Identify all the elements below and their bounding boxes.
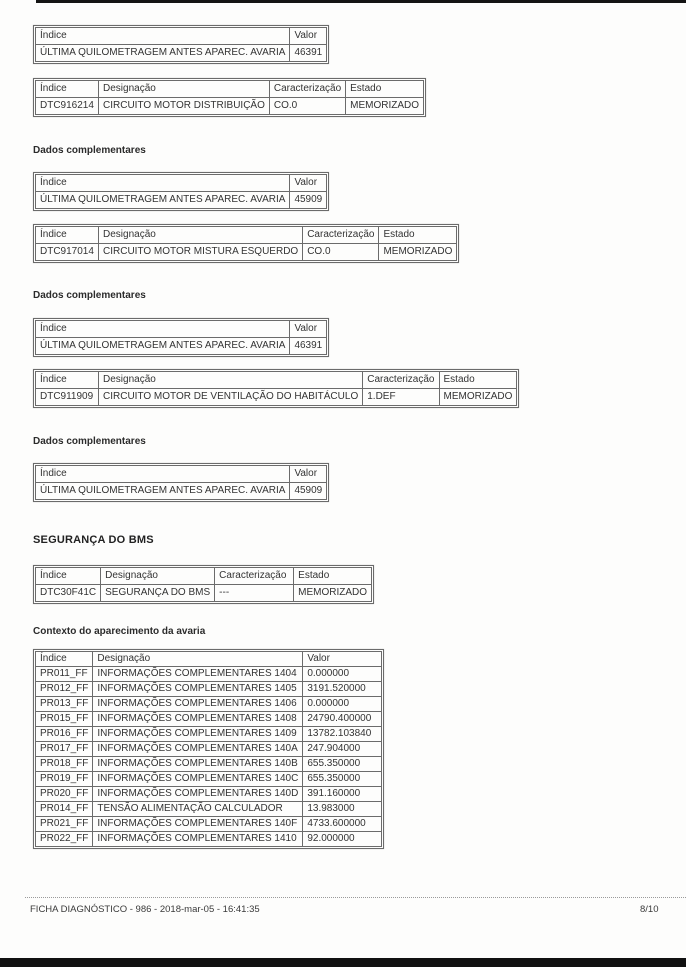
column-header: Caracterização xyxy=(269,81,345,98)
table-cell: PR015_FF xyxy=(36,712,93,727)
table-row xyxy=(36,742,382,757)
column-header: Valor xyxy=(290,466,327,483)
table-row xyxy=(36,192,327,209)
table-row xyxy=(36,244,457,261)
table-cell: ÚLTIMA QUILOMETRAGEM ANTES APAREC. AVARIA xyxy=(36,338,290,355)
table-cell: 92.000000 xyxy=(303,832,382,847)
table-cell: INFORMAÇÕES COMPLEMENTARES 140D xyxy=(93,787,303,802)
table-cell: ÚLTIMA QUILOMETRAGEM ANTES APAREC. AVARIA xyxy=(36,45,290,62)
table-header-row xyxy=(36,28,327,45)
column-header: Valor xyxy=(303,652,382,667)
table-ultima-quilometragem-2 xyxy=(33,172,329,211)
column-header: Caracterização xyxy=(215,568,294,585)
table-cell: 247.904000 xyxy=(303,742,382,757)
table-cell: 655.350000 xyxy=(303,757,382,772)
table-cell: ÚLTIMA QUILOMETRAGEM ANTES APAREC. AVARIA xyxy=(36,192,290,209)
table-row xyxy=(36,712,382,727)
table-cell: PR014_FF xyxy=(36,802,93,817)
table-header-row xyxy=(36,652,382,667)
scan-edge-top-bar xyxy=(36,0,686,3)
column-header: Índice xyxy=(36,321,290,338)
table-cell: MEMORIZADO xyxy=(346,98,424,115)
table-row xyxy=(36,757,382,772)
table-cell: PR013_FF xyxy=(36,697,93,712)
table-cell: SEGURANÇA DO BMS xyxy=(101,585,215,602)
table-cell: PR022_FF xyxy=(36,832,93,847)
table-cell: 46391 xyxy=(290,338,327,355)
table-ultima-quilometragem-1 xyxy=(33,25,329,64)
scan-edge-bottom-bar xyxy=(0,958,686,967)
table-cell: PR020_FF xyxy=(36,787,93,802)
table-cell: DTC30F41C xyxy=(36,585,101,602)
table-cell: INFORMAÇÕES COMPLEMENTARES 1404 xyxy=(93,667,303,682)
section-label-contexto-avaria: Contexto do aparecimento da avaria xyxy=(33,626,206,637)
table-cell: INFORMAÇÕES COMPLEMENTARES 140B xyxy=(93,757,303,772)
table-cell: DTC917014 xyxy=(36,244,99,261)
column-header: Estado xyxy=(379,227,457,244)
table-cell: PR012_FF xyxy=(36,682,93,697)
table-cell: DTC916214 xyxy=(36,98,99,115)
table-row xyxy=(36,483,327,500)
table-dtc-917014 xyxy=(33,224,459,263)
table-row xyxy=(36,727,382,742)
column-header: Designação xyxy=(99,372,363,389)
table-row xyxy=(36,832,382,847)
column-header: Designação xyxy=(99,81,270,98)
table-header-row xyxy=(36,568,372,585)
section-heading-seguranca-bms: SEGURANÇA DO BMS xyxy=(33,534,154,546)
table-header-row xyxy=(36,175,327,192)
column-header: Estado xyxy=(346,81,424,98)
table-row xyxy=(36,338,327,355)
table-row xyxy=(36,98,424,115)
table-cell: CIRCUITO MOTOR DISTRIBUIÇÃO xyxy=(99,98,270,115)
column-header: Designação xyxy=(101,568,215,585)
column-header: Estado xyxy=(294,568,372,585)
footer-document-title: FICHA DIAGNÓSTICO - 986 - 2018-mar-05 - 16:41:35 xyxy=(30,904,260,915)
table-cell: DTC911909 xyxy=(36,389,99,406)
table-cell: 45909 xyxy=(290,483,327,500)
table-ultima-quilometragem-4 xyxy=(33,463,329,502)
table-cell: INFORMAÇÕES COMPLEMENTARES 140F xyxy=(93,817,303,832)
column-header: Estado xyxy=(439,372,517,389)
column-header: Índice xyxy=(36,568,101,585)
table-cell: TENSÃO ALIMENTAÇÃO CALCULADOR xyxy=(93,802,303,817)
table-cell: INFORMAÇÕES COMPLEMENTARES 1408 xyxy=(93,712,303,727)
table-cell: 3191.520000 xyxy=(303,682,382,697)
table-cell: PR021_FF xyxy=(36,817,93,832)
table-cell: MEMORIZADO xyxy=(294,585,372,602)
table-cell: 0.000000 xyxy=(303,697,382,712)
column-header: Caracterização xyxy=(363,372,439,389)
table-dtc-916214 xyxy=(33,78,426,117)
table-header-row xyxy=(36,227,457,244)
column-header: Índice xyxy=(36,227,99,244)
column-header: Índice xyxy=(36,652,93,667)
column-header: Índice xyxy=(36,81,99,98)
table-cell: PR016_FF xyxy=(36,727,93,742)
table-cell: MEMORIZADO xyxy=(379,244,457,261)
table-row xyxy=(36,817,382,832)
column-header: Índice xyxy=(36,28,290,45)
table-dtc-30f41c xyxy=(33,565,374,604)
column-header: Designação xyxy=(99,227,303,244)
table-cell: 24790.400000 xyxy=(303,712,382,727)
table-row xyxy=(36,802,382,817)
table-ultima-quilometragem-3 xyxy=(33,318,329,357)
table-cell: 4733.600000 xyxy=(303,817,382,832)
table-header-row xyxy=(36,81,424,98)
table-contexto-aparecimento-avaria xyxy=(33,649,384,849)
table-header-row xyxy=(36,321,327,338)
column-header: Valor xyxy=(290,28,327,45)
column-header: Valor xyxy=(290,321,327,338)
table-cell: --- xyxy=(215,585,294,602)
table-cell: PR017_FF xyxy=(36,742,93,757)
table-cell: INFORMAÇÕES COMPLEMENTARES 140A xyxy=(93,742,303,757)
footer-page-number: 8/10 xyxy=(640,904,659,915)
table-row xyxy=(36,772,382,787)
table-cell: INFORMAÇÕES COMPLEMENTARES 1405 xyxy=(93,682,303,697)
table-cell: CO.0 xyxy=(269,98,345,115)
table-cell: CIRCUITO MOTOR DE VENTILAÇÃO DO HABITÁCULO xyxy=(99,389,363,406)
table-header-row xyxy=(36,372,517,389)
section-label-dados-complementares-3: Dados complementares xyxy=(33,436,146,447)
column-header: Índice xyxy=(36,175,290,192)
section-label-dados-complementares-2: Dados complementares xyxy=(33,290,146,301)
table-cell: CO.0 xyxy=(303,244,379,261)
table-row xyxy=(36,682,382,697)
table-row xyxy=(36,585,372,602)
table-header-row xyxy=(36,466,327,483)
table-cell: INFORMAÇÕES COMPLEMENTARES 140C xyxy=(93,772,303,787)
column-header: Índice xyxy=(36,466,290,483)
table-cell: 1.DEF xyxy=(363,389,439,406)
table-cell: PR019_FF xyxy=(36,772,93,787)
table-cell: 0.000000 xyxy=(303,667,382,682)
table-dtc-911909 xyxy=(33,369,519,408)
section-label-dados-complementares-1: Dados complementares xyxy=(33,145,146,156)
table-cell: INFORMAÇÕES COMPLEMENTARES 1410 xyxy=(93,832,303,847)
table-cell: 13.983000 xyxy=(303,802,382,817)
table-row xyxy=(36,697,382,712)
table-row xyxy=(36,389,517,406)
table-cell: ÚLTIMA QUILOMETRAGEM ANTES APAREC. AVARIA xyxy=(36,483,290,500)
table-cell: 46391 xyxy=(290,45,327,62)
table-cell: 45909 xyxy=(290,192,327,209)
footer-divider-dotted-line xyxy=(25,897,686,898)
column-header: Valor xyxy=(290,175,327,192)
table-cell: MEMORIZADO xyxy=(439,389,517,406)
table-cell: 655.350000 xyxy=(303,772,382,787)
table-cell: 13782.103840 xyxy=(303,727,382,742)
table-cell: INFORMAÇÕES COMPLEMENTARES 1409 xyxy=(93,727,303,742)
table-row xyxy=(36,787,382,802)
table-cell: PR018_FF xyxy=(36,757,93,772)
column-header: Designação xyxy=(93,652,303,667)
table-cell: INFORMAÇÕES COMPLEMENTARES 1406 xyxy=(93,697,303,712)
table-cell: PR011_FF xyxy=(36,667,93,682)
table-row xyxy=(36,45,327,62)
column-header: Caracterização xyxy=(303,227,379,244)
table-cell: 391.160000 xyxy=(303,787,382,802)
column-header: Índice xyxy=(36,372,99,389)
table-row xyxy=(36,667,382,682)
table-cell: CIRCUITO MOTOR MISTURA ESQUERDO xyxy=(99,244,303,261)
